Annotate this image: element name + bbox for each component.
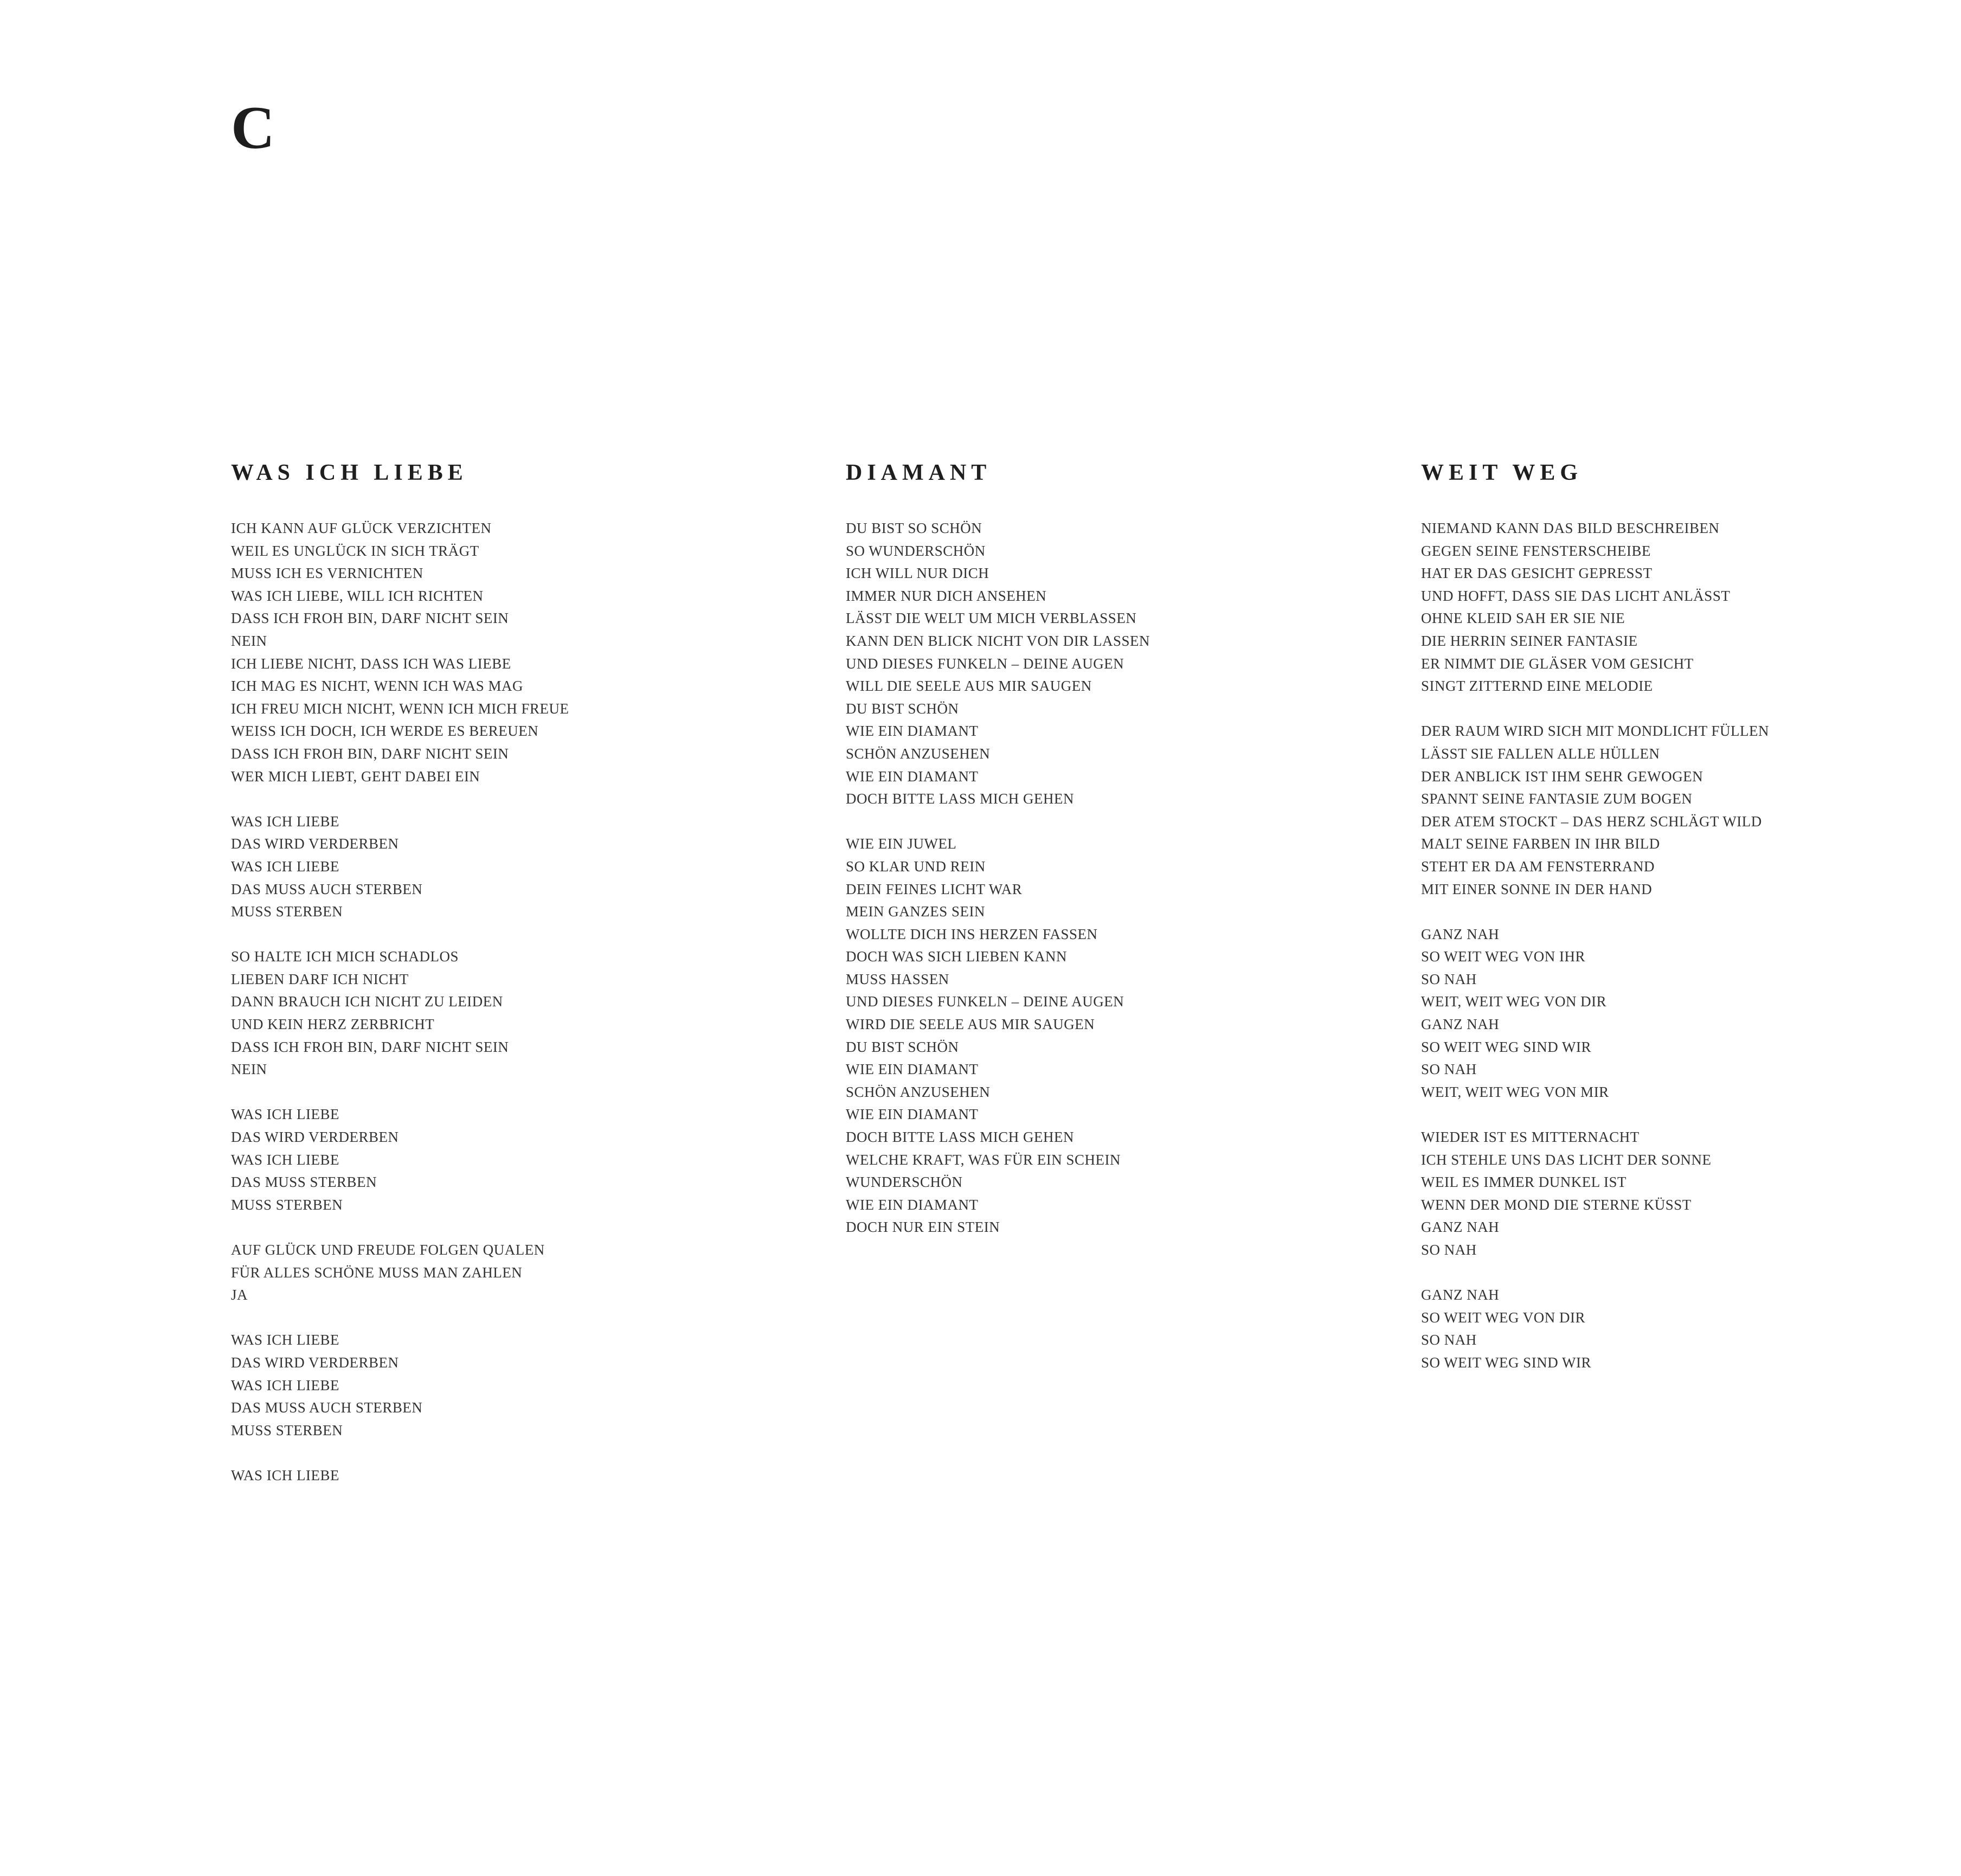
lyric-line: WIE EIN DIAMANT <box>846 768 979 785</box>
lyric-line: DU BIST SO SCHÖN <box>846 520 982 536</box>
lyric-line: JA <box>231 1287 248 1303</box>
lyric-line: WEIT, WEIT WEG VON DIR <box>1421 993 1607 1010</box>
lyric-line: DOCH NUR EIN STEIN <box>846 1219 1000 1236</box>
lyric-line: SINGT ZITTERND EINE MELODIE <box>1421 678 1653 695</box>
lyric-line: AUF GLÜCK UND FREUDE FOLGEN QUALEN <box>231 1242 545 1258</box>
lyric-line: GEGEN SEINE FENSTERSCHEIBE <box>1421 542 1651 559</box>
lyric-line: SO NAH <box>1421 1061 1477 1078</box>
lyric-line: WENN DER MOND DIE STERNE KÜSST <box>1421 1196 1692 1213</box>
stanza <box>231 517 827 788</box>
lyric-line: DAS WIRD VERDERBEN <box>231 1354 399 1371</box>
lyric-line: WIE EIN JUWEL <box>846 836 957 852</box>
lyric-line: SO KLAR UND REIN <box>846 858 986 875</box>
lyric-line: WIE EIN DIAMANT <box>846 1196 979 1213</box>
lyric-line: MUSS ICH ES VERNICHTEN <box>231 565 423 582</box>
lyric-line: ICH STEHLE UNS DAS LICHT DER SONNE <box>1421 1151 1712 1168</box>
song-weit-weg <box>1421 455 1941 1397</box>
lyric-line: GANZ NAH <box>1421 1287 1500 1303</box>
lyric-line: DOCH BITTE LASS MICH GEHEN <box>846 1129 1074 1146</box>
lyric-line: DAS MUSS AUCH STERBEN <box>231 1399 423 1416</box>
lyric-line: SO NAH <box>1421 1242 1477 1258</box>
lyric-line: HAT ER DAS GESICHT GEPRESST <box>1421 565 1653 582</box>
lyric-line: WAS ICH LIEBE <box>231 1377 339 1393</box>
lyric-line: FÜR ALLES SCHÖNE MUSS MAN ZAHLEN <box>231 1264 523 1281</box>
stanza <box>1421 1284 1941 1374</box>
lyric-line: WOLLTE DICH INS HERZEN FASSEN <box>846 926 1098 942</box>
lyric-line: DAS WIRD VERDERBEN <box>231 1129 399 1146</box>
lyric-line: WIE EIN DIAMANT <box>846 723 979 740</box>
stanza <box>1421 923 1941 1104</box>
lyric-line: KANN DEN BLICK NICHT VON DIR LASSEN <box>846 632 1150 649</box>
lyric-line: MUSS STERBEN <box>231 1422 343 1438</box>
lyric-line: ICH WILL NUR DICH <box>846 565 989 582</box>
lyric-line: SO WEIT WEG VON IHR <box>1421 948 1585 965</box>
song-verses <box>846 517 1388 1239</box>
lyric-line: LÄSST DIE WELT UM MICH VERBLASSEN <box>846 610 1137 627</box>
side-letter: C <box>231 94 275 162</box>
lyric-line: MIT EINER SONNE IN DER HAND <box>1421 881 1653 897</box>
lyric-line: WILL DIE SEELE AUS MIR SAUGEN <box>846 678 1092 695</box>
lyric-line: GANZ NAH <box>1421 1016 1500 1033</box>
song-title: WAS ICH LIEBE <box>231 460 468 485</box>
lyric-line: WIE EIN DIAMANT <box>846 1061 979 1078</box>
lyric-line: MUSS STERBEN <box>231 903 343 920</box>
lyric-line: WELCHE KRAFT, WAS FÜR EIN SCHEIN <box>846 1151 1121 1168</box>
lyric-line: WAS ICH LIEBE <box>231 1467 339 1483</box>
lyric-line: WEIT, WEIT WEG VON MIR <box>1421 1083 1609 1100</box>
lyric-line: SO WEIT WEG SIND WIR <box>1421 1354 1591 1371</box>
lyric-line: DER ANBLICK IST IHM SEHR GEWOGEN <box>1421 768 1703 785</box>
stanza <box>846 517 1388 811</box>
stanza <box>1421 720 1941 901</box>
lyric-line: SCHÖN ANZUSEHEN <box>846 745 991 762</box>
lyric-line: SO WUNDERSCHÖN <box>846 542 986 559</box>
song-title: DIAMANT <box>846 460 992 485</box>
lyric-line: NIEMAND KANN DAS BILD BESCHREIBEN <box>1421 520 1720 536</box>
stanza <box>231 1239 827 1307</box>
lyric-line: UND KEIN HERZ ZERBRICHT <box>231 1016 435 1033</box>
lyric-line: DAS MUSS AUCH STERBEN <box>231 881 423 897</box>
lyric-line: SO WEIT WEG VON DIR <box>1421 1309 1585 1326</box>
lyric-line: MUSS HASSEN <box>846 971 949 987</box>
stanza <box>231 811 827 923</box>
lyric-line: GANZ NAH <box>1421 1219 1500 1236</box>
stanza <box>1421 1126 1941 1262</box>
lyric-line: WAS ICH LIEBE, WILL ICH RICHTEN <box>231 587 484 604</box>
lyric-line: ER NIMMT DIE GLÄSER VOM GESICHT <box>1421 655 1694 672</box>
lyric-line: WEIL ES IMMER DUNKEL IST <box>1421 1174 1626 1191</box>
lyric-line: WAS ICH LIEBE <box>231 1332 339 1348</box>
lyric-line: LÄSST SIE FALLEN ALLE HÜLLEN <box>1421 745 1660 762</box>
lyric-line: DOCH BITTE LASS MICH GEHEN <box>846 791 1074 807</box>
lyric-line: DASS ICH FROH BIN, DARF NICHT SEIN <box>231 1038 509 1055</box>
lyric-line: WAS ICH LIEBE <box>231 813 339 830</box>
lyric-line: MEIN GANZES SEIN <box>846 903 985 920</box>
song-title: WEIT WEG <box>1421 460 1583 485</box>
lyric-line: UND DIESES FUNKELN – DEINE AUGEN <box>846 993 1124 1010</box>
stanza <box>231 1464 827 1487</box>
lyric-line: SPANNT SEINE FANTASIE ZUM BOGEN <box>1421 791 1693 807</box>
lyric-line: OHNE KLEID SAH ER SIE NIE <box>1421 610 1625 627</box>
lyric-line: NEIN <box>231 1061 267 1078</box>
lyric-line: UND HOFFT, DASS SIE DAS LICHT ANLÄSST <box>1421 587 1731 604</box>
song-was-ich-liebe <box>231 455 827 1509</box>
lyric-line: GANZ NAH <box>1421 926 1500 942</box>
stanza <box>231 1103 827 1216</box>
lyric-line: ICH FREU MICH NICHT, WENN ICH MICH FREUE <box>231 700 569 717</box>
lyric-line: ICH MAG ES NICHT, WENN ICH WAS MAG <box>231 678 524 695</box>
lyric-line: SO NAH <box>1421 1332 1477 1348</box>
lyric-line: SO NAH <box>1421 971 1477 987</box>
lyric-line: DEIN FEINES LICHT WAR <box>846 881 1023 897</box>
lyric-line: WIRD DIE SEELE AUS MIR SAUGEN <box>846 1016 1095 1033</box>
lyric-line: DIE HERRIN SEINER FANTASIE <box>1421 632 1638 649</box>
stanza <box>846 833 1388 1239</box>
lyric-line: DER ATEM STOCKT – DAS HERZ SCHLÄGT WILD <box>1421 813 1762 830</box>
lyric-line: DASS ICH FROH BIN, DARF NICHT SEIN <box>231 610 509 627</box>
lyric-line: DAS MUSS STERBEN <box>231 1174 377 1191</box>
lyric-line: WIE EIN DIAMANT <box>846 1106 979 1123</box>
lyric-line: MUSS STERBEN <box>231 1196 343 1213</box>
lyric-line: WEIL ES UNGLÜCK IN SICH TRÄGT <box>231 542 479 559</box>
stanza <box>1421 517 1941 698</box>
lyric-line: DAS WIRD VERDERBEN <box>231 836 399 852</box>
lyric-line: ICH LIEBE NICHT, DASS ICH WAS LIEBE <box>231 655 511 672</box>
lyric-line: WEISS ICH DOCH, ICH WERDE ES BEREUEN <box>231 723 539 740</box>
stanza <box>231 1329 827 1442</box>
lyric-line: NEIN <box>231 632 267 649</box>
lyric-line: DASS ICH FROH BIN, DARF NICHT SEIN <box>231 745 509 762</box>
lyric-line: WUNDERSCHÖN <box>846 1174 963 1191</box>
lyric-line: DOCH WAS SICH LIEBEN KANN <box>846 948 1068 965</box>
lyric-line: WAS ICH LIEBE <box>231 1106 339 1123</box>
lyric-line: UND DIESES FUNKELN – DEINE AUGEN <box>846 655 1124 672</box>
lyric-line: WER MICH LIEBT, GEHT DABEI EIN <box>231 768 480 785</box>
lyric-line: DU BIST SCHÖN <box>846 700 959 717</box>
lyric-line: DER RAUM WIRD SICH MIT MONDLICHT FÜLLEN <box>1421 723 1770 740</box>
lyric-line: DANN BRAUCH ICH NICHT ZU LEIDEN <box>231 993 503 1010</box>
song-diamant <box>846 455 1388 1262</box>
lyric-line: SO WEIT WEG SIND WIR <box>1421 1038 1591 1055</box>
lyric-line: IMMER NUR DICH ANSEHEN <box>846 587 1047 604</box>
lyric-line: DU BIST SCHÖN <box>846 1038 959 1055</box>
lyric-line: SO HALTE ICH MICH SCHADLOS <box>231 948 459 965</box>
lyric-line: ICH KANN AUF GLÜCK VERZICHTEN <box>231 520 492 536</box>
lyric-line: SCHÖN ANZUSEHEN <box>846 1083 991 1100</box>
lyric-line: MALT SEINE FARBEN IN IHR BILD <box>1421 836 1660 852</box>
lyric-line: WAS ICH LIEBE <box>231 1151 339 1168</box>
lyric-line: WAS ICH LIEBE <box>231 858 339 875</box>
song-verses <box>231 517 827 1487</box>
stanza <box>231 946 827 1081</box>
lyric-line: WIEDER IST ES MITTERNACHT <box>1421 1129 1639 1146</box>
song-verses <box>1421 517 1941 1374</box>
lyric-line: LIEBEN DARF ICH NICHT <box>231 971 409 987</box>
lyric-line: STEHT ER DA AM FENSTERRAND <box>1421 858 1655 875</box>
